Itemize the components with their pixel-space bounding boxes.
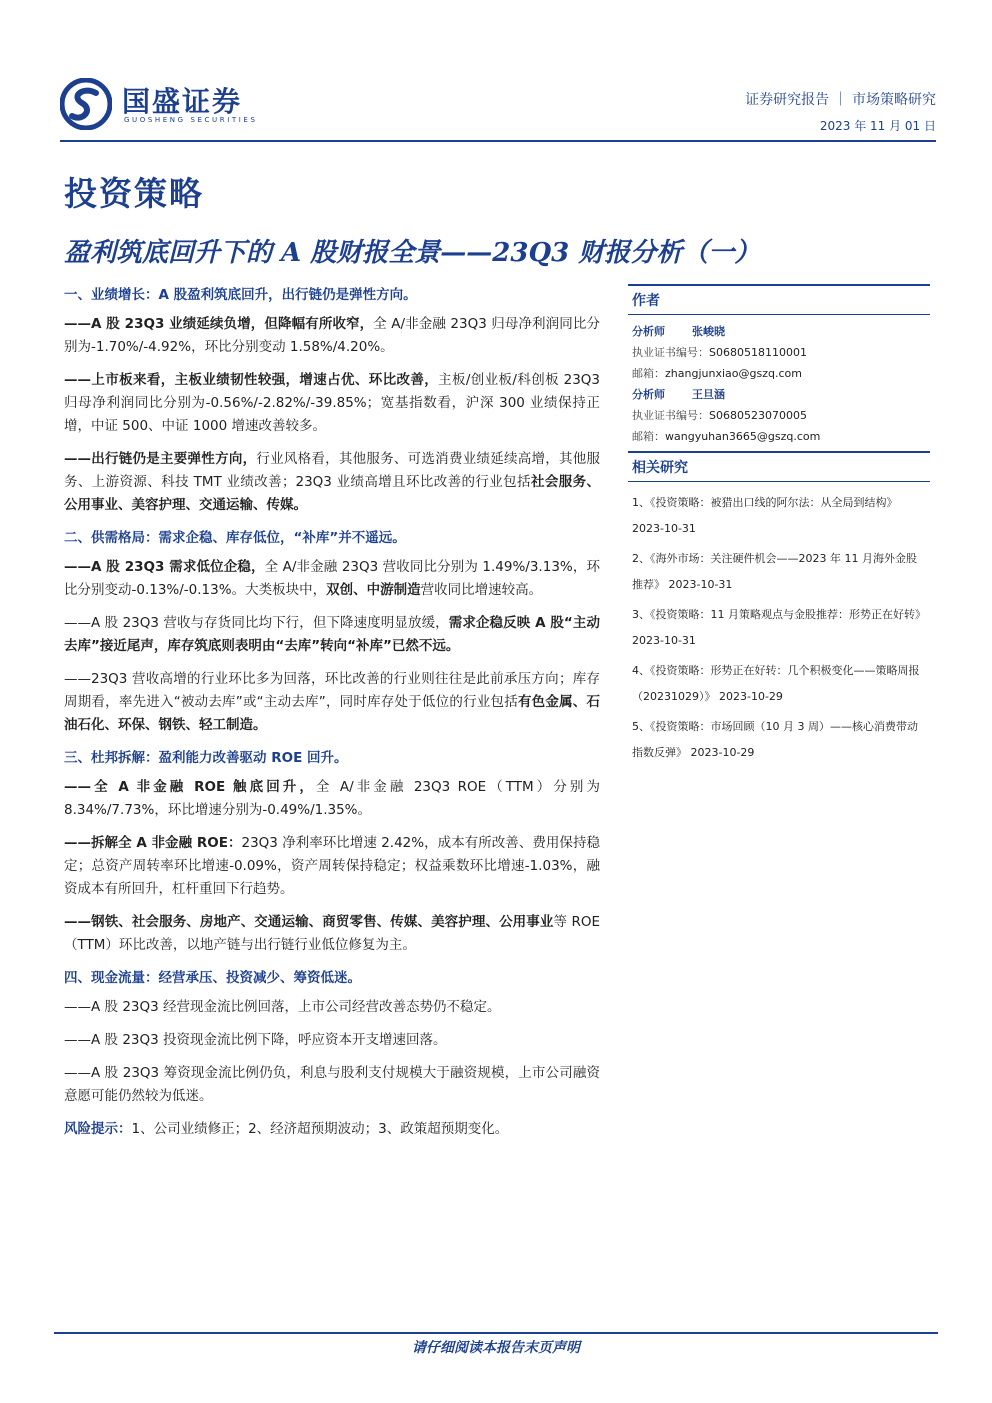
- paragraph-emphasis: 需求企稳反映 A 股“主动去库”接近尾声，库存筑底则表明由“去库”转向“补库”已然不远。: [64, 615, 600, 654]
- paragraph-emphasis: ——出行链仍是主要弹性方向，: [64, 451, 257, 467]
- paragraph-emphasis: ——A 股 23Q3 业绩延续负增，但降幅有所收窄，: [64, 316, 374, 332]
- paragraph-text: 行业风格看，其他服务、可选消费业绩延续高增，其他服务、上游资源、科技 TMT 业绩改善；23Q3 业绩高增且环比改善的行业包括: [64, 451, 601, 490]
- related-research-item[interactable]: 2、《海外市场：关注硬件机会——2023 年 11 月海外金股推荐》 2023-10-31: [632, 552, 917, 591]
- email-label: 邮箱：: [632, 430, 665, 443]
- section-heading: 四、现金流量：经营承压、投资减少、筹资低迷。: [64, 970, 361, 986]
- paragraph-text: 23Q3 净利率环比增速 2.42%，成本有所改善、费用保持稳定；总资产周转率环比增速-0.09%，资产周转保持稳定；权益乘数环比增速-1.03%，融资成本有所回升，杠杆重回下行趋势。: [64, 835, 600, 897]
- paragraph-text: 主板/创业板/科创板 23Q3 归母净利润同比分别为-0.56%/-2.82%/-39.85%；宽基指数看，沪深 300 业绩保持正增，中证 500、中证 1000 增速改善较多。: [64, 372, 601, 434]
- paragraph-emphasis: ——钢铁、社会服务、房地产、交通运输、商贸零售、传媒、美容护理、公用事业: [64, 914, 554, 930]
- cert-label: 执业证书编号：: [632, 346, 709, 359]
- paragraph-emphasis: ——上市板来看，主板业绩韧性较强，增速占优、环比改善，: [64, 372, 439, 388]
- report-type: 证券研究报告 ｜ 市场策略研究: [745, 92, 936, 108]
- related-research-item[interactable]: 3、《投资策略：11 月策略观点与金股推荐：形势正在好转》 2023-10-31: [632, 608, 926, 647]
- related-research-item[interactable]: 5、《投资策略：市场回顾（10 月 3 周）——核心消费带动指数反弹》 2023-10-29: [632, 720, 918, 759]
- analyst-email: [632, 426, 926, 447]
- summary-paragraph: [64, 369, 600, 438]
- analyst-role: 分析师: [632, 388, 665, 401]
- summary-paragraph: [64, 668, 600, 737]
- summary-paragraph: [64, 1029, 600, 1052]
- email-address[interactable]: wangyuhan3665@gszq.com: [665, 430, 821, 443]
- paragraph-text: ——A 股 23Q3 营收与存货同比均下行，但下降速度明显放缓，: [64, 615, 449, 631]
- summary-paragraph: [64, 448, 600, 517]
- analyst-name-row: [632, 321, 926, 342]
- section-heading: 一、业绩增长：A 股盈利筑底回升，出行链仍是弹性方向。: [64, 287, 417, 303]
- summary-paragraph: [64, 1062, 600, 1108]
- paragraph-emphasis: 双创、中游制造: [326, 582, 421, 598]
- risk-warning: [64, 1118, 600, 1141]
- paragraph-text: ——A 股 23Q3 经营现金流比例回落，上市公司经营改善态势仍不稳定。: [64, 999, 501, 1015]
- paragraph-emphasis: ——拆解全 A 非金融 ROE：: [64, 835, 242, 851]
- analyst-name: 王旦涵: [692, 388, 725, 401]
- section-heading: 二、供需格局：需求企稳、库存低位，“补库”并不遥远。: [64, 530, 406, 546]
- paragraph-text: 全 A/非金融 23Q3 营收同比分别为 1.49%/3.13%，环比分别变动-0.13%/-0.13%。大类板块中，: [64, 559, 600, 598]
- author-heading: 作者: [628, 284, 930, 315]
- paragraph-text: 全 A/非金融 23Q3 归母净利润同比分别为-1.70%/-4.92%，环比分别变动 1.58%/4.20%。: [64, 316, 600, 355]
- summary-paragraph: [64, 313, 600, 359]
- paragraph-text: 等 ROE（TTM）环比改善，以地产链与出行链行业低位修复为主。: [64, 914, 601, 953]
- analyst-list: [628, 315, 930, 451]
- email-label: 邮箱：: [632, 367, 665, 380]
- related-research-list: [628, 482, 930, 766]
- summary-paragraph: [64, 776, 600, 822]
- report-summary: [64, 284, 600, 1141]
- paragraph-text: ——23Q3 营收高增的行业环比多为回落，环比改善的行业则往往是此前承压方向；库存周期看，率先进入“被动去库”或“主动去库”，同时库存处于低位的行业包括: [64, 671, 600, 710]
- logo-mark-icon: [60, 78, 112, 130]
- paragraph-text: ——A 股 23Q3 投资现金流比例下降，呼应资本开支增速回落。: [64, 1032, 447, 1048]
- analyst-name: 张峻晓: [692, 325, 725, 338]
- sidebar: [628, 284, 930, 770]
- report-date: 2023 年 11 月 01 日: [819, 119, 936, 133]
- analyst-cert: [632, 342, 926, 363]
- paragraph-emphasis: ——A 股 23Q3 需求低位企稳，: [64, 559, 265, 575]
- summary-paragraph: [64, 996, 600, 1019]
- report-title: 盈利筑底回升下的 A 股财报全景——23Q3 财报分析（一）: [64, 238, 761, 268]
- paragraph-text: 营收同比增速较高。: [420, 582, 543, 598]
- analyst-cert: [632, 405, 926, 426]
- paragraph-text: 全 A/非金融 23Q3 ROE（TTM）分别为 8.34%/7.73%，环比增速分别为-0.49%/1.35%。: [64, 779, 600, 818]
- related-research-item[interactable]: 1、《投资策略：被猎出口线的阿尔法：从全局到结构》 2023-10-31: [632, 496, 898, 535]
- summary-paragraph: [64, 911, 600, 957]
- email-address[interactable]: zhangjunxiao@gszq.com: [665, 367, 802, 380]
- paragraph-text: ——A 股 23Q3 筹资现金流比例仍负，利息与股利支付规模大于融资规模，上市公司融资意愿可能仍然较为低迷。: [64, 1065, 600, 1104]
- risk-label: 风险提示：: [64, 1121, 132, 1137]
- risk-text: 1、公司业绩修正；2、经济超预期波动；3、政策超预期变化。: [131, 1121, 509, 1137]
- analyst-name-row: [632, 384, 926, 405]
- related-research-item[interactable]: 4、《投资策略：形势正在好转：几个积极变化——策略周报（20231029）》 2023-10-29: [632, 664, 920, 703]
- section-heading: 三、杜邦拆解：盈利能力改善驱动 ROE 回升。: [64, 750, 348, 766]
- summary-paragraph: [64, 612, 600, 658]
- company-logo: [60, 72, 290, 128]
- header-divider: [60, 140, 936, 142]
- summary-paragraph: [64, 556, 600, 602]
- related-heading: 相关研究: [628, 451, 930, 482]
- report-category: 投资策略: [64, 174, 204, 213]
- analyst-email: [632, 363, 926, 384]
- footer-divider: [54, 1332, 938, 1334]
- cert-number: S0680518110001: [709, 346, 807, 359]
- logo-name-en: GUOSHENG SECURITIES: [124, 116, 258, 124]
- paragraph-emphasis: ——全 A 非金融 ROE 触底回升，: [64, 779, 316, 795]
- logo-name: 国盛证券: [122, 85, 243, 118]
- footer-disclaimer: 请仔细阅读本报告末页声明: [412, 1340, 580, 1356]
- summary-paragraph: [64, 832, 600, 901]
- cert-number: S0680523070005: [709, 409, 807, 422]
- paragraph-emphasis: 有色金属、石油石化、环保、钢铁、轻工制造。: [64, 694, 601, 733]
- paragraph-emphasis: 社会服务、公用事业、美容护理、交通运输、传媒。: [64, 474, 600, 513]
- cert-label: 执业证书编号：: [632, 409, 709, 422]
- analyst-role: 分析师: [632, 325, 665, 338]
